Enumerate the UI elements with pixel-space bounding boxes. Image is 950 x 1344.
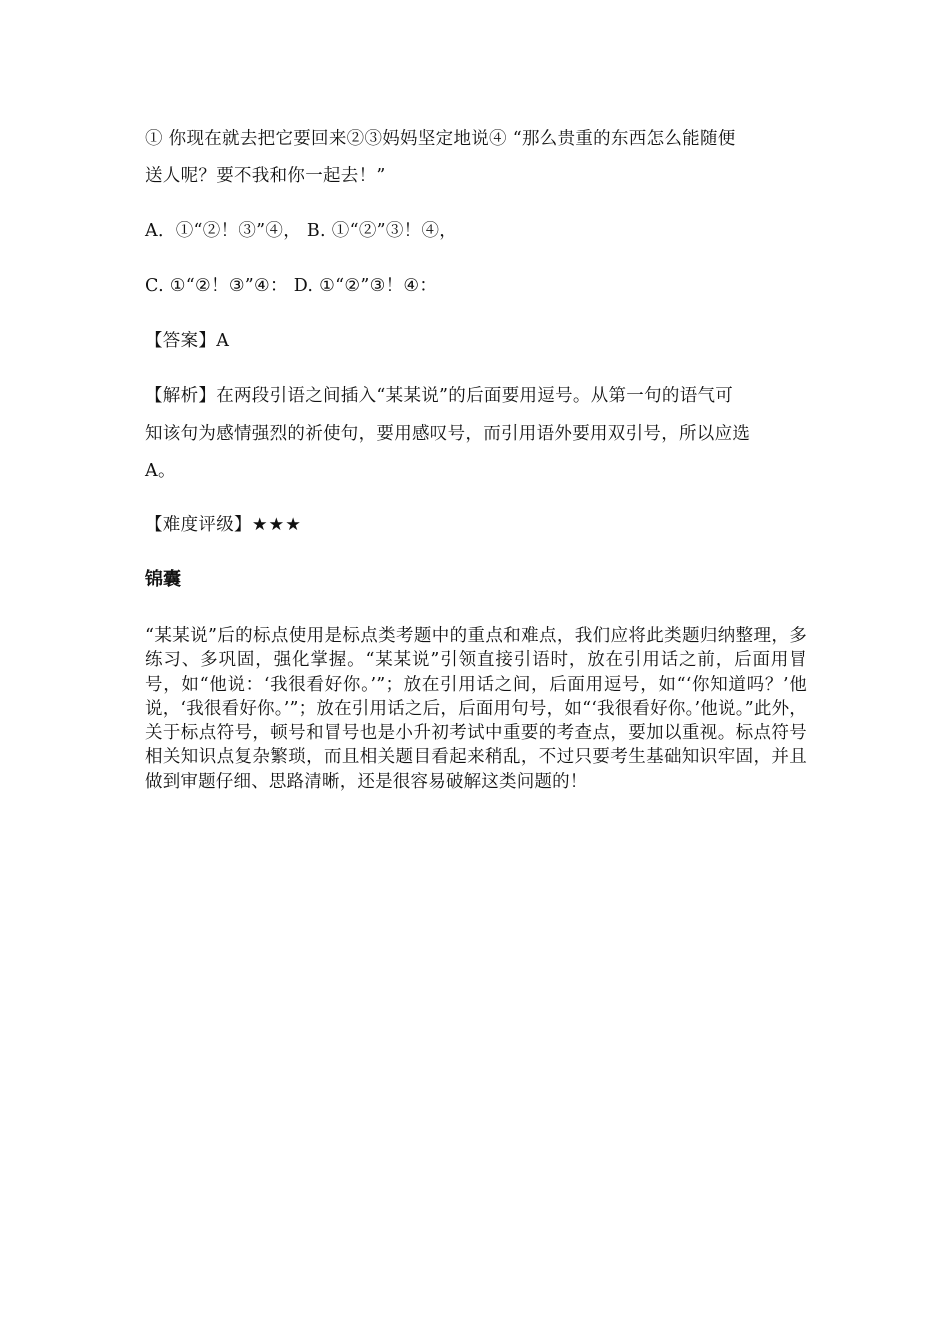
- tips-heading: 锦囊: [145, 569, 181, 590]
- analysis-line-1: 【解析】在两段引语之间插入“某某说”的后面要用逗号。从第一句的语气可: [145, 386, 734, 406]
- tips-body: “某某说”后的标点使用是标点类考题中的重点和难点，我们应将此类题归纳整理，多练习、多巩固，强化掌握。“某某说”引领直接引语时，放在引用话之前，后面用冒号，如“他说：‘我很看好你。’”；放在引用话之间，后面用逗号，如“‘你知道吗？’他说，‘我很看好你。’”；放在引用话之后，后面用句号，如“‘我很看好你。’他说。”此外，关于标点符号，顿号和冒号也是小升初考试中重要的考查点，要加以重视。标点符号相关知识点复杂繁琐，而且相关题目看起来稍乱，不过只要考生基础知识牢固，并且做到审题仔细、思路清晰，还是很容易破解这类问题的！: [145, 626, 807, 792]
- difficulty-stars: ★★★: [251, 515, 302, 535]
- difficulty-label: 【难度评级】: [145, 515, 252, 535]
- options-row-cd: C. ①“②！③”④： D. ①“②”③！④：: [145, 276, 438, 296]
- options-row-ab: A．①“②！③”④， B. ①“②”③！④，: [145, 221, 458, 241]
- analysis-line-2: 知该句为感情强烈的祈使句，要用感叹号，而引用语外要用双引号，所以应选: [145, 424, 751, 444]
- question-line-1: ① 你现在就去把它要回来②③妈妈坚定地说④ “那么贵重的东西怎么能随便: [145, 129, 736, 149]
- analysis-line-3: A。: [145, 461, 176, 481]
- difficulty-rating: [145, 513, 302, 537]
- question-line-2: 送人呢？要不我和你一起去！”: [145, 166, 386, 186]
- answer-line: 【答案】A: [145, 331, 230, 351]
